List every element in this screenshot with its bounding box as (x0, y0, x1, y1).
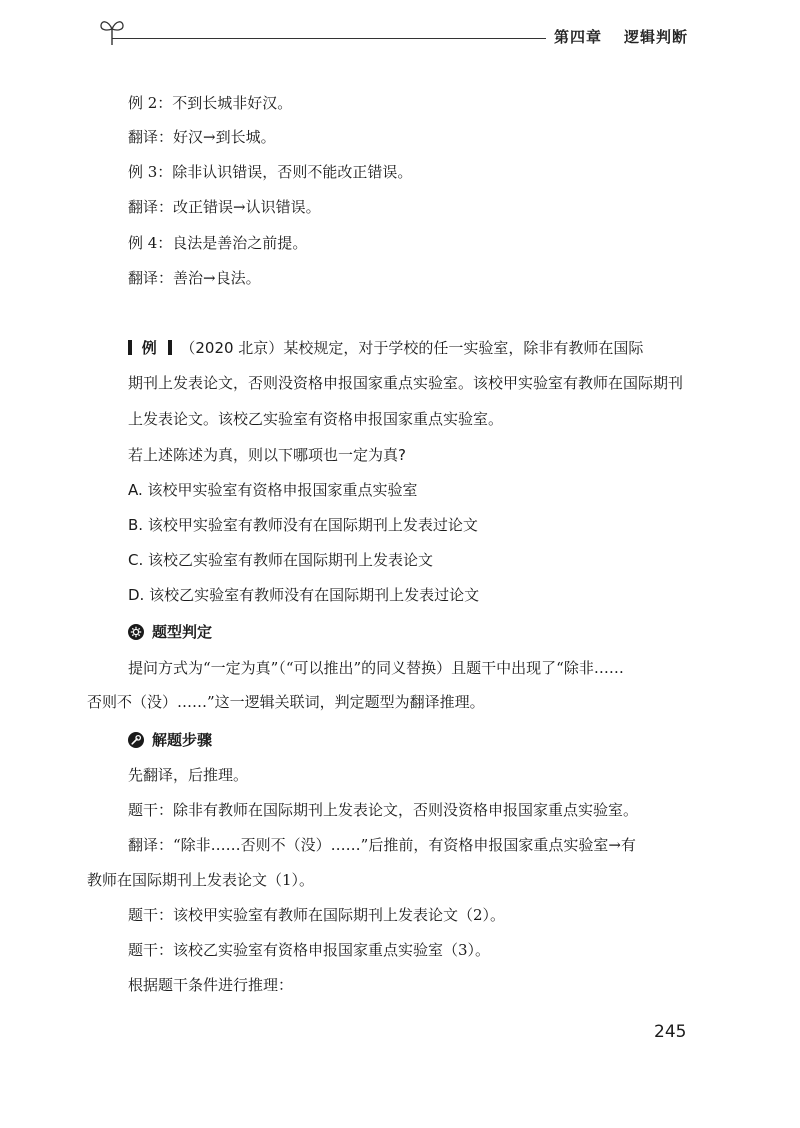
step-line: 先翻译，后推理。 (128, 766, 249, 784)
example-line: 例 2：不到长城非好汉。 (128, 94, 293, 112)
step-line: 题干：该校甲实验室有教师在国际期刊上发表论文（2）。 (128, 906, 506, 924)
question-stem-line: 期刊上发表论文，否则没资格申报国家重点实验室。该校甲实验室有教师在国际期刊 (128, 374, 684, 392)
section-type-line: 提问方式为“一定为真”（“可以推出”的同义替换）且题干中出现了“除非…… (128, 659, 624, 677)
option-d: D. 该校乙实验室有教师没有在国际期刊上发表过论文 (128, 586, 480, 604)
section-type-title: 题型判定 (152, 623, 213, 641)
section-type-heading (128, 622, 212, 642)
wrench-icon (128, 732, 144, 748)
chapter-number: 第四章 (554, 28, 603, 46)
example-line: 例 4：良法是善治之前提。 (128, 234, 308, 252)
section-steps-heading (128, 730, 212, 750)
gear-icon (128, 624, 144, 640)
section-steps-title: 解题步骤 (152, 731, 213, 749)
option-c: C. 该校乙实验室有教师在国际期刊上发表论文 (128, 551, 434, 569)
section-type-line: 否则不（没）……”这一逻辑关联词，判定题型为翻译推理。 (87, 693, 485, 711)
example-line: 例 3：除非认识错误，否则不能改正错误。 (128, 163, 413, 181)
step-line: 题干：该校乙实验室有资格申报国家重点实验室（3）。 (128, 941, 491, 959)
option-b: B. 该校甲实验室有教师没有在国际期刊上发表过论文 (128, 516, 478, 534)
bracket-bar-left (128, 340, 132, 355)
example-line: 翻译：改正错误→认识错误。 (128, 198, 321, 216)
option-a: A. 该校甲实验室有资格申报国家重点实验室 (128, 481, 418, 499)
step-line: 教师在国际期刊上发表论文（1）。 (87, 871, 315, 889)
question-stem-first (128, 338, 643, 358)
sprout-icon (98, 16, 126, 46)
question-label: 例 (141, 339, 157, 357)
question-prompt: 若上述陈述为真，则以下哪项也一定为真? (128, 446, 406, 464)
chapter-title: 逻辑判断 (624, 28, 689, 46)
page-header (0, 16, 800, 52)
chapter-heading (554, 26, 688, 47)
step-line: 根据题干条件进行推理： (128, 976, 294, 994)
question-source: （2020 北京） (180, 339, 284, 357)
example-line: 翻译：善治→良法。 (128, 269, 261, 287)
header-rule (112, 38, 546, 39)
question-stem-line: 上发表论文。该校乙实验室有资格申报国家重点实验室。 (128, 410, 504, 428)
step-line: 翻译：“除非……否则不（没）……”后推前，有资格申报国家重点实验室→有 (128, 836, 636, 854)
page-number: 245 (654, 1022, 687, 1042)
question-stem-line: 某校规定，对于学校的任一实验室，除非有教师在国际 (283, 339, 644, 357)
example-line: 翻译：好汉→到长城。 (128, 128, 276, 146)
bracket-bar-right (168, 340, 172, 355)
step-line: 题干：除非有教师在国际期刊上发表论文，否则没资格申报国家重点实验室。 (128, 801, 639, 819)
